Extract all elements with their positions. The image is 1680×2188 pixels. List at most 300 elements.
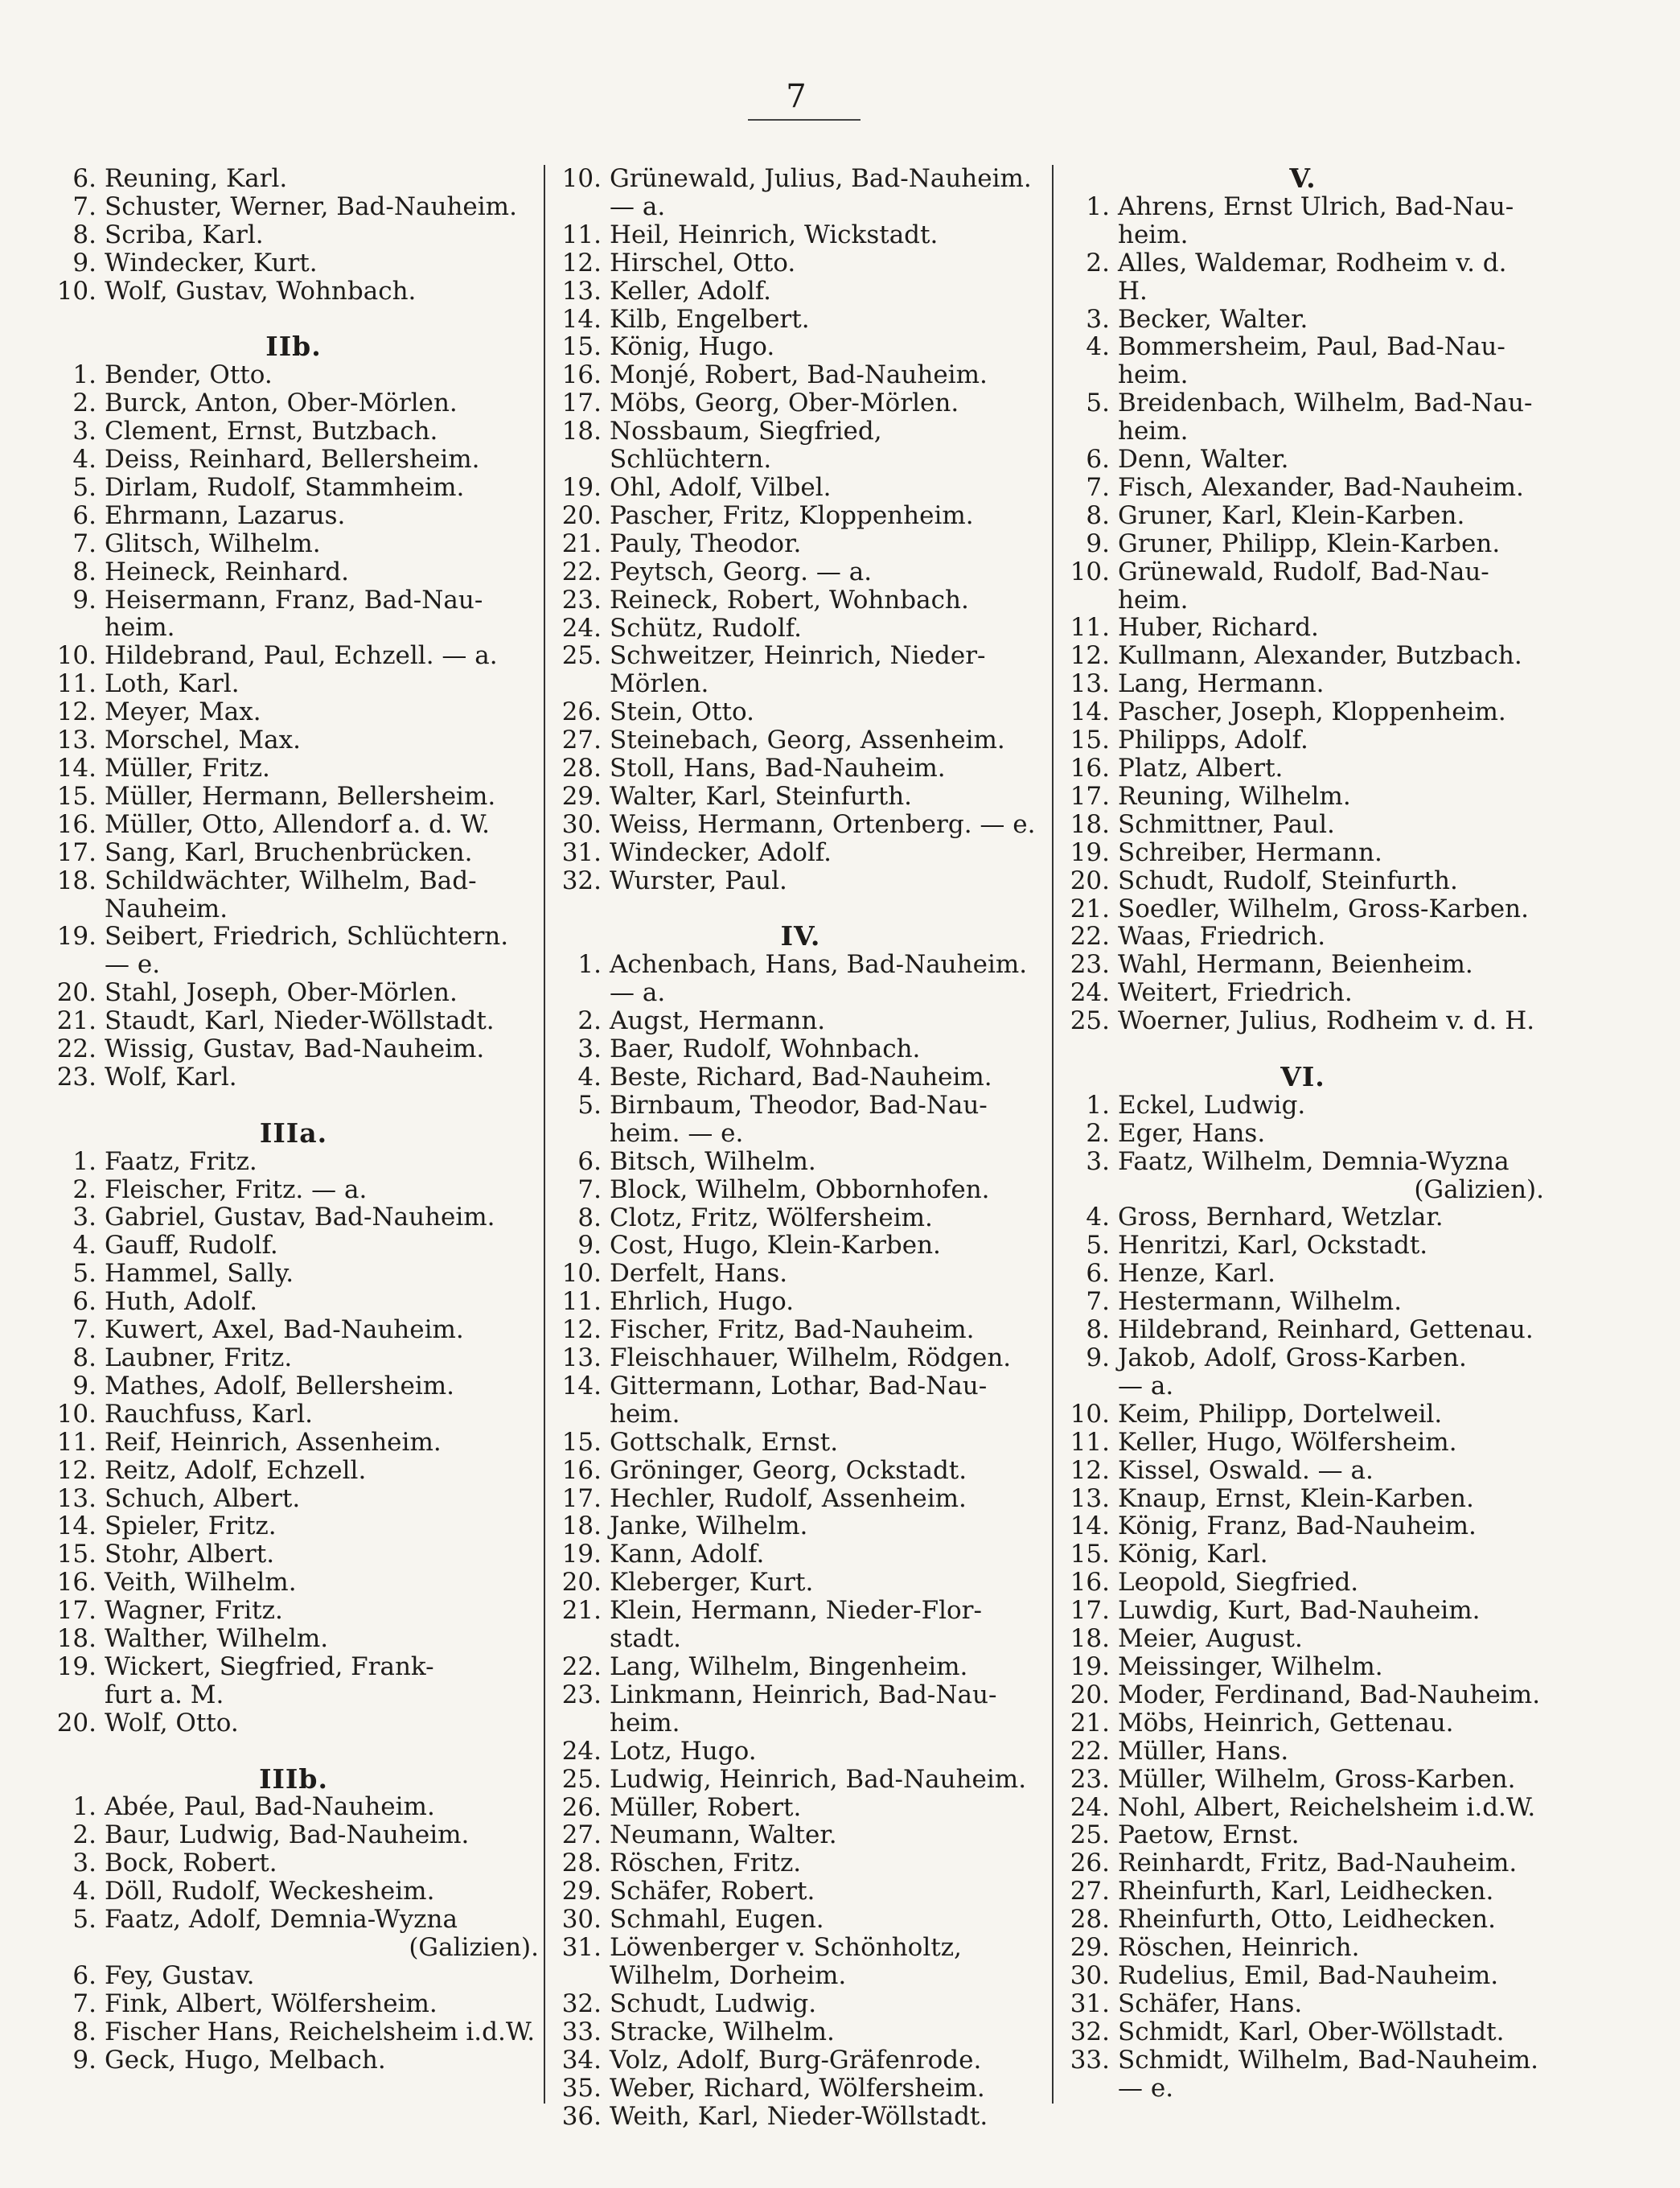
student-entry <box>553 474 1048 502</box>
entry-text: Fey, Gustav. <box>105 1960 255 1990</box>
entry-number: 21. <box>561 1596 602 1626</box>
entry-number: 9. <box>72 2045 97 2075</box>
entry-number: 8. <box>1086 500 1110 530</box>
student-entry <box>553 1007 1048 1035</box>
entry-number: 23. <box>1070 950 1110 980</box>
entry-number: 14. <box>561 304 602 334</box>
entry-number: 8. <box>72 557 97 586</box>
entry-text: Stohr, Albert. <box>105 1540 275 1569</box>
entry-text: Ohl, Adolf, Vilbel. <box>610 472 832 502</box>
student-entry <box>1062 333 1544 389</box>
student-entry <box>1062 642 1544 670</box>
entry-number: 9. <box>1086 1343 1110 1373</box>
entry-text: Nohl, Albert, Reichelsheim i.d.W. <box>1118 1792 1536 1822</box>
student-entry <box>48 1232 539 1260</box>
entry-number: 6. <box>72 500 97 530</box>
entry-text: Ehrlich, Hugo. <box>610 1287 795 1317</box>
entry-text: Rudelius, Emil, Bad-Nauheim. <box>1118 1960 1499 1990</box>
entry-number: 18. <box>56 1624 97 1654</box>
entry-text: Sang, Karl, Bruchenbrücken. <box>105 837 473 867</box>
page-number: 7 <box>786 78 807 115</box>
student-entry <box>48 1962 539 1990</box>
student-entry <box>553 1316 1048 1344</box>
entry-text: Stracke, Wilhelm. <box>610 2017 835 2046</box>
entry-number: 18. <box>1070 809 1110 839</box>
entry-number: 15. <box>1070 726 1110 755</box>
entry-text: Müller, Robert. <box>610 1792 802 1822</box>
student-entry <box>1062 1738 1544 1766</box>
student-entry <box>553 1597 1048 1653</box>
entry-text: Baur, Ludwig, Bad-Nauheim. <box>105 1820 470 1850</box>
student-entry <box>48 1849 539 1877</box>
entry-number: 3. <box>577 1034 602 1064</box>
entry-text: Derfelt, Hans. <box>610 1259 788 1289</box>
student-entry <box>553 2103 1048 2131</box>
entry-number: 6. <box>72 1287 97 1317</box>
entry-number: 3. <box>72 1203 97 1232</box>
entry-number: 19. <box>56 922 97 952</box>
entry-text: Schudt, Rudolf, Steinfurth. <box>1118 866 1458 895</box>
entry-number: 11. <box>561 220 602 249</box>
entry-text-continued: Nauheim. <box>105 894 228 923</box>
entry-text: Meissinger, Wilhelm. <box>1118 1651 1383 1681</box>
entry-text: Schäfer, Hans. <box>1118 1989 1303 2018</box>
entry-text: Kissel, Oswald. — a. <box>1118 1455 1374 1485</box>
student-entry <box>553 1821 1048 1849</box>
entry-text: Schäfer, Robert. <box>610 1877 815 1906</box>
entry-number: 32. <box>1070 2017 1110 2046</box>
student-entry <box>48 1176 539 1204</box>
entry-text: Burck, Anton, Ober-Mörlen. <box>105 389 458 418</box>
entry-number: 27. <box>561 726 602 755</box>
entry-text: Fink, Albert, Wölfersheim. <box>105 1989 437 2018</box>
entry-text: Knaup, Ernst, Klein-Karben. <box>1118 1483 1474 1513</box>
student-entry <box>553 698 1048 726</box>
student-entry <box>1062 2046 1544 2103</box>
entry-text: Seibert, Friedrich, Schlüchtern. <box>105 922 509 952</box>
student-entry <box>48 417 539 446</box>
entry-text: Hestermann, Wilhelm. <box>1118 1287 1403 1317</box>
student-entry <box>48 811 539 839</box>
entry-number: 23. <box>56 1062 97 1092</box>
entry-text: Faatz, Wilhelm, Demnia-Wyzna <box>1118 1146 1510 1176</box>
student-entry <box>1062 1512 1544 1540</box>
entry-number: 16. <box>56 1568 97 1598</box>
entry-number: 8. <box>72 220 97 249</box>
entry-text-continued: heim. <box>610 1399 680 1429</box>
class-heading: IIb. <box>265 331 322 363</box>
entry-number: 16. <box>1070 1568 1110 1598</box>
student-entry <box>1062 1625 1544 1653</box>
student-entry <box>1062 1597 1544 1625</box>
entry-text-continued: — a. <box>610 191 666 221</box>
entry-text: Keller, Adolf. <box>610 276 772 306</box>
entry-text: Löwenberger v. Schönholtz, <box>610 1933 962 1963</box>
student-entry <box>553 615 1048 643</box>
class-heading: IV. <box>780 920 821 952</box>
student-entry <box>553 1148 1048 1176</box>
entry-text-right: (Galizien). <box>409 1933 539 1962</box>
student-entry <box>48 1288 539 1316</box>
entry-text: König, Hugo. <box>610 332 775 362</box>
entry-number: 14. <box>1070 697 1110 727</box>
entry-number: 5. <box>72 472 97 502</box>
student-entry <box>1062 614 1544 642</box>
entry-number: 13. <box>561 1343 602 1373</box>
entry-number: 3. <box>72 1849 97 1878</box>
entry-text: Abée, Paul, Bad-Nauheim. <box>105 1792 435 1822</box>
student-entry <box>553 867 1048 895</box>
entry-text-continued: heim. <box>1118 585 1189 615</box>
entry-number: 20. <box>56 1708 97 1738</box>
entry-number: 9. <box>577 1231 602 1261</box>
entry-number: 23. <box>561 1680 602 1709</box>
entry-text: Spieler, Fritz. <box>105 1511 277 1541</box>
student-entry <box>553 1681 1048 1738</box>
student-entry <box>553 1457 1048 1485</box>
entry-number: 6. <box>72 164 97 193</box>
student-entry <box>1062 1906 1544 1934</box>
entry-text: Henze, Karl. <box>1118 1259 1275 1289</box>
entry-text: Gröninger, Georg, Ockstadt. <box>610 1455 967 1485</box>
student-entry <box>48 979 539 1007</box>
student-entry <box>1062 1653 1544 1681</box>
entry-number: 16. <box>561 360 602 390</box>
entry-text: Wurster, Paul. <box>610 866 787 895</box>
entry-text: Wolf, Gustav, Wohnbach. <box>105 276 417 306</box>
student-entry <box>48 278 539 306</box>
entry-number: 14. <box>561 1371 602 1400</box>
entry-number: 22. <box>56 1034 97 1064</box>
entry-number: 20. <box>1070 1680 1110 1709</box>
entry-text: Stoll, Hans, Bad-Nauheim. <box>610 754 946 783</box>
entry-text: Schweitzer, Heinrich, Nieder- <box>610 641 986 671</box>
student-entry <box>1062 446 1544 474</box>
student-entry <box>553 839 1048 867</box>
entry-number: 20. <box>1070 866 1110 895</box>
student-entry <box>1062 249 1544 306</box>
entry-text: Fleischhauer, Wilhelm, Rödgen. <box>610 1343 1012 1373</box>
entry-number: 7. <box>1086 472 1110 502</box>
student-entry <box>48 1344 539 1372</box>
entry-number: 28. <box>1070 1905 1110 1935</box>
entry-text-continued: heim. <box>610 1708 680 1738</box>
entry-text: Weith, Karl, Nieder-Wöllstadt. <box>610 2101 988 2131</box>
student-entry <box>553 1540 1048 1569</box>
column-1 <box>48 165 539 2075</box>
student-entry <box>553 1766 1048 1794</box>
student-entry <box>48 1625 539 1653</box>
entry-number: 29. <box>561 1877 602 1906</box>
student-entry <box>1062 867 1544 895</box>
entry-number: 2. <box>72 1820 97 1850</box>
entry-number: 18. <box>561 417 602 446</box>
student-entry <box>553 389 1048 417</box>
entry-number: 4. <box>72 1877 97 1906</box>
entry-number: 22. <box>561 1652 602 1681</box>
student-entry <box>1062 1934 1544 1962</box>
entry-number: 1. <box>72 360 97 390</box>
entry-number: 5. <box>1086 389 1110 418</box>
student-entry <box>553 249 1048 278</box>
entry-text: Soedler, Wilhelm, Gross-Karben. <box>1118 894 1529 923</box>
student-entry <box>1062 1821 1544 1849</box>
entry-text: Alles, Waldemar, Rodheim v. d. H. <box>1118 248 1507 306</box>
entry-number: 6. <box>72 1960 97 1990</box>
entry-text: Heil, Heinrich, Wickstadt. <box>610 220 939 249</box>
entry-text: Gruner, Philipp, Klein-Karben. <box>1118 528 1501 558</box>
entry-number: 1. <box>1086 191 1110 221</box>
student-entry <box>1062 1569 1544 1597</box>
student-entry <box>553 1877 1048 1906</box>
student-entry <box>48 2018 539 2046</box>
student-entry <box>1062 1092 1544 1120</box>
entry-text: Deiss, Reinhard, Bellersheim. <box>105 445 480 475</box>
entry-text: König, Franz, Bad-Nauheim. <box>1118 1511 1477 1541</box>
student-entry <box>553 1738 1048 1766</box>
entry-text: Bitsch, Wilhelm. <box>610 1146 816 1176</box>
student-entry <box>48 1877 539 1906</box>
entry-number: 2. <box>1086 248 1110 278</box>
entry-number: 13. <box>1070 669 1110 699</box>
entry-text: Cost, Hugo, Klein-Karben. <box>610 1231 941 1261</box>
entry-text-continued: heim. <box>1118 360 1189 390</box>
entry-text: Wissig, Gustav, Bad-Nauheim. <box>105 1034 485 1064</box>
entry-text: Schudt, Ludwig. <box>610 1989 817 2018</box>
entry-text-continued: — e. <box>1118 2073 1174 2103</box>
entry-number: 1. <box>72 1146 97 1176</box>
student-entry <box>1062 1288 1544 1316</box>
entry-number: 22. <box>561 557 602 586</box>
entry-number: 11. <box>56 1427 97 1457</box>
entry-text: Gruner, Karl, Klein-Karben. <box>1118 500 1465 530</box>
entry-text: Jakob, Adolf, Gross-Karben. <box>1118 1343 1467 1373</box>
student-entry <box>553 726 1048 755</box>
class-heading: V. <box>1289 162 1316 194</box>
entry-text: Windecker, Kurt. <box>105 248 318 278</box>
entry-number: 7. <box>72 1989 97 2018</box>
entry-number: 26. <box>561 697 602 727</box>
student-entry <box>553 278 1048 306</box>
entry-text: Beste, Richard, Bad-Nauheim. <box>610 1062 992 1092</box>
entry-text: Gauff, Rudolf. <box>105 1231 278 1261</box>
student-entry <box>48 586 539 643</box>
entry-text: Gittermann, Lothar, Bad-Nau- <box>610 1371 988 1400</box>
student-entry <box>553 1176 1048 1204</box>
entry-number: 9. <box>72 585 97 615</box>
entry-text: Walther, Wilhelm. <box>105 1624 329 1654</box>
entry-number: 8. <box>72 1343 97 1372</box>
student-entry <box>553 165 1048 221</box>
student-entry <box>48 642 539 670</box>
entry-number: 15. <box>561 1427 602 1457</box>
student-entry <box>48 249 539 278</box>
entry-number: 22. <box>1070 922 1110 952</box>
student-entry <box>1062 923 1544 951</box>
student-entry <box>1062 1232 1544 1260</box>
entry-text-continued: Wilhelm, Dorheim. <box>610 1960 847 1990</box>
entry-number: 8. <box>1086 1315 1110 1345</box>
student-entry <box>1062 1681 1544 1709</box>
student-entry <box>48 1148 539 1176</box>
entry-number: 20. <box>56 978 97 1008</box>
entry-number: 4. <box>1086 1203 1110 1232</box>
student-entry <box>553 951 1048 1007</box>
entry-number: 15. <box>561 332 602 362</box>
entry-number: 2. <box>72 1174 97 1204</box>
entry-number: 17. <box>56 1596 97 1626</box>
entry-number: 6. <box>1086 445 1110 475</box>
entry-text: Meier, August. <box>1118 1624 1303 1654</box>
student-entry <box>1062 979 1544 1007</box>
entry-number: 4. <box>577 1062 602 1092</box>
entry-text: Schreiber, Hermann. <box>1118 837 1382 867</box>
entry-number: 21. <box>1070 894 1110 923</box>
entry-text: Faatz, Adolf, Demnia-Wyzna <box>105 1905 458 1935</box>
entry-text: Müller, Wilhelm, Gross-Karben. <box>1118 1764 1516 1794</box>
student-entry <box>553 1990 1048 2018</box>
student-entry <box>553 1204 1048 1232</box>
student-entry <box>1062 1203 1544 1232</box>
entry-text: Ludwig, Heinrich, Bad-Nauheim. <box>610 1764 1027 1794</box>
student-entry <box>1062 811 1544 839</box>
entry-text: Philipps, Adolf. <box>1118 726 1308 755</box>
entry-text: Reif, Heinrich, Assenheim. <box>105 1427 442 1457</box>
student-entry <box>48 1653 539 1709</box>
student-entry <box>48 1821 539 1849</box>
entry-text: Gottschalk, Ernst. <box>610 1427 839 1457</box>
entry-text: Steinebach, Georg, Assenheim. <box>610 726 1005 755</box>
student-entry <box>553 2075 1048 2103</box>
entry-text: Wolf, Karl. <box>105 1062 237 1092</box>
student-entry <box>553 1344 1048 1372</box>
entry-text: Schuster, Werner, Bad-Nauheim. <box>105 191 517 221</box>
entry-number: 33. <box>561 2017 602 2046</box>
student-entry <box>553 1232 1048 1260</box>
entry-text: Morschel, Max. <box>105 726 301 755</box>
entry-text: Reuning, Karl. <box>105 164 288 193</box>
entry-number: 31. <box>561 837 602 867</box>
student-entry <box>48 221 539 249</box>
student-entry <box>1062 1400 1544 1429</box>
entry-number: 16. <box>1070 754 1110 783</box>
student-entry <box>553 1485 1048 1513</box>
student-entry <box>48 1316 539 1344</box>
entry-number: 26. <box>561 1792 602 1822</box>
student-entry <box>553 502 1048 530</box>
student-entry <box>48 923 539 979</box>
entry-text: Fisch, Alexander, Bad-Nauheim. <box>1118 472 1524 502</box>
entry-number: 12. <box>561 1315 602 1345</box>
entry-text: Müller, Otto, Allendorf a. d. W. <box>105 809 490 839</box>
student-entry <box>1062 502 1544 530</box>
student-entry <box>48 1429 539 1457</box>
entry-number: 2. <box>577 1006 602 1036</box>
entry-text: Lang, Hermann. <box>1118 669 1325 699</box>
student-entry <box>1062 1766 1544 1794</box>
entry-text: Glitsch, Wilhelm. <box>105 528 321 558</box>
entry-number: 13. <box>561 276 602 306</box>
entry-text: Stein, Otto. <box>610 697 754 727</box>
student-entry <box>553 1906 1048 1934</box>
entry-text: Breidenbach, Wilhelm, Bad-Nau- <box>1118 389 1533 418</box>
student-entry <box>48 389 539 417</box>
student-entry <box>1062 783 1544 811</box>
entry-text: Windecker, Adolf. <box>610 837 832 867</box>
entry-text: Leopold, Siegfried. <box>1118 1568 1359 1598</box>
entry-number: 23. <box>561 585 602 615</box>
student-entry <box>1062 1877 1544 1906</box>
student-entry <box>48 726 539 755</box>
entry-text: Schmidt, Karl, Ober-Wöllstadt. <box>1118 2017 1505 2046</box>
entry-number: 30. <box>561 1905 602 1935</box>
entry-number: 14. <box>1070 1511 1110 1541</box>
entry-text: Rheinfurth, Otto, Leidhecken. <box>1118 1905 1496 1935</box>
student-entry <box>48 1400 539 1429</box>
entry-text: Wahl, Hermann, Beienheim. <box>1118 950 1473 980</box>
entry-text: Wickert, Siegfried, Frank- <box>105 1651 434 1681</box>
student-entry <box>48 1372 539 1400</box>
entry-text: Paetow, Ernst. <box>1118 1820 1300 1850</box>
student-entry <box>1062 1316 1544 1344</box>
class-heading: IIIa. <box>259 1117 328 1149</box>
student-entry <box>48 1540 539 1569</box>
entry-text: Schmahl, Eugen. <box>610 1905 824 1935</box>
entry-text: Achenbach, Hans, Bad-Nauheim. <box>610 950 1028 980</box>
entry-number: 3. <box>1086 304 1110 334</box>
entry-text: Scriba, Karl. <box>105 220 264 249</box>
entry-number: 29. <box>561 781 602 811</box>
entry-text: Woerner, Julius, Rodheim v. d. H. <box>1118 1006 1535 1036</box>
entry-number: 6. <box>577 1146 602 1176</box>
student-entry <box>48 1035 539 1063</box>
entry-number: 21. <box>561 528 602 558</box>
entry-number: 34. <box>561 2045 602 2075</box>
entry-text-continued: heim. <box>1118 220 1189 249</box>
entry-number: 8. <box>577 1203 602 1232</box>
entry-number: 10. <box>56 276 97 306</box>
entry-number: 7. <box>1086 1287 1110 1317</box>
entry-text: Fischer, Fritz, Bad-Nauheim. <box>610 1315 975 1345</box>
entry-number: 14. <box>56 1511 97 1541</box>
student-entry <box>1062 1344 1544 1400</box>
entry-number: 7. <box>577 1174 602 1204</box>
entry-text-continued: — e. <box>105 950 161 980</box>
entry-number: 11. <box>1070 1427 1110 1457</box>
student-entry <box>1062 1429 1544 1457</box>
entry-number: 31. <box>561 1933 602 1963</box>
entry-number: 3. <box>1086 1146 1110 1176</box>
entry-number: 12. <box>56 697 97 727</box>
class-heading: VI. <box>1280 1060 1325 1092</box>
entry-text: Reitz, Adolf, Echzell. <box>105 1455 367 1485</box>
student-entry <box>1062 1007 1544 1035</box>
entry-number: 1. <box>72 1792 97 1822</box>
entry-number: 6. <box>1086 1259 1110 1289</box>
entry-text: Müller, Hermann, Bellersheim. <box>105 781 496 811</box>
entry-number: 4. <box>72 445 97 475</box>
entry-text: Veith, Wilhelm. <box>105 1568 297 1598</box>
entry-text: Kann, Adolf. <box>610 1540 765 1569</box>
entry-number: 32. <box>561 866 602 895</box>
entry-text: Ehrmann, Lazarus. <box>105 500 346 530</box>
student-entry <box>553 530 1048 558</box>
entry-text-continued: heim. <box>1118 417 1189 446</box>
entry-text: Hildebrand, Reinhard, Gettenau. <box>1118 1315 1534 1345</box>
entry-number: 10. <box>56 641 97 671</box>
student-entry <box>48 502 539 530</box>
entry-number: 14. <box>56 754 97 783</box>
